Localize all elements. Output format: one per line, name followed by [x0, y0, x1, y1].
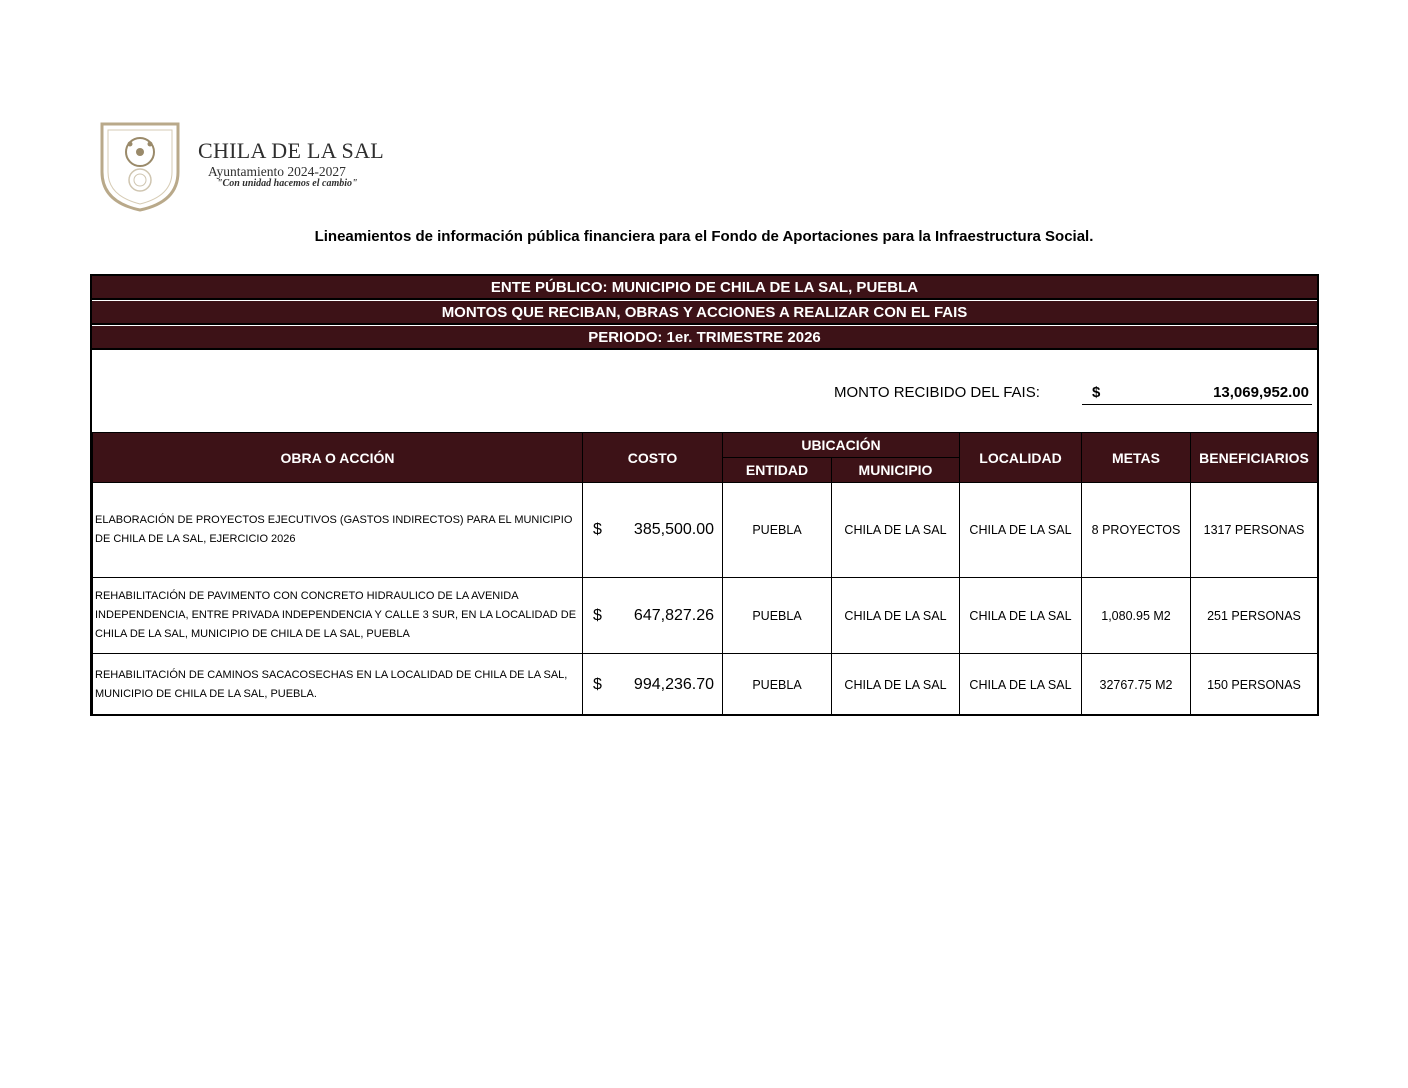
header-costo: COSTO: [583, 433, 723, 483]
fais-report-frame: [90, 274, 1319, 716]
cell-costo: [583, 654, 723, 716]
table-row: [93, 578, 1318, 654]
table-row: [93, 654, 1318, 716]
cell-obra: ELABORACIÓN DE PROYECTOS EJECUTIVOS (GASTOS INDIRECTOS) PARA EL MUNICIPIO DE CHILA DE LA SAL, EJERCICIO 2026: [93, 483, 583, 578]
cell-metas: 32767.75 M2: [1082, 654, 1191, 716]
header-metas: METAS: [1082, 433, 1191, 483]
cell-entidad: PUEBLA: [723, 483, 832, 578]
municipality-logo: [100, 122, 400, 214]
cost-amount: 647,827.26: [633, 606, 714, 624]
cost-amount: 994,236.70: [633, 675, 714, 693]
cell-localidad: CHILA DE LA SAL: [960, 578, 1082, 654]
document-title: Lineamientos de información pública financiera para el Fondo de Aportaciones para la Infraestructura Social.: [314, 228, 1094, 245]
cell-localidad: CHILA DE LA SAL: [960, 483, 1082, 578]
monto-label: MONTO RECIBIDO DEL FAIS:: [834, 384, 1040, 401]
cell-obra: REHABILITACIÓN DE CAMINOS SACACOSECHAS EN LA LOCALIDAD DE CHILA DE LA SAL, MUNICIPIO DE CHILA DE LA SAL, PUEBLA.: [93, 654, 583, 716]
header-obra: OBRA O ACCIÓN: [93, 433, 583, 483]
logo-slogan: "Con unidad hacemos el cambio": [217, 178, 358, 189]
logo-subtitle: Ayuntamiento 2024-2027: [208, 164, 346, 179]
cost-currency: $: [593, 521, 602, 538]
cell-beneficiarios: 150 PERSONAS: [1191, 654, 1318, 716]
band-montos: MONTOS QUE RECIBAN, OBRAS Y ACCIONES A REALIZAR CON EL FAIS: [92, 301, 1317, 325]
monto-value: 13,069,952.00: [1213, 384, 1309, 401]
shield-emblem-icon: [100, 122, 180, 212]
logo-name: CHILA DE LA SAL: [198, 138, 384, 163]
table-row: [93, 483, 1318, 578]
header-municipio: MUNICIPIO: [832, 458, 960, 483]
cost-currency: $: [593, 675, 602, 693]
header-localidad: LOCALIDAD: [960, 433, 1082, 483]
cell-localidad: CHILA DE LA SAL: [960, 654, 1082, 716]
header-beneficiarios: BENEFICIARIOS: [1191, 433, 1318, 483]
cell-entidad: PUEBLA: [723, 578, 832, 654]
monto-currency: $: [1092, 384, 1101, 401]
cell-beneficiarios: 251 PERSONAS: [1191, 578, 1318, 654]
cell-municipio: CHILA DE LA SAL: [832, 578, 960, 654]
cell-entidad: PUEBLA: [723, 654, 832, 716]
cell-metas: 1,080.95 M2: [1082, 578, 1191, 654]
cost-currency: $: [593, 606, 602, 624]
header-entidad: ENTIDAD: [723, 458, 832, 483]
cell-costo: [583, 578, 723, 654]
cost-amount: 385,500.00: [633, 521, 714, 538]
obras-table: [92, 432, 1318, 716]
cell-municipio: CHILA DE LA SAL: [832, 654, 960, 716]
header-ubicacion: UBICACIÓN: [723, 433, 960, 458]
cell-municipio: CHILA DE LA SAL: [832, 483, 960, 578]
band-ente-publico: ENTE PÚBLICO: MUNICIPIO DE CHILA DE LA SAL, PUEBLA: [92, 276, 1317, 300]
cell-costo: [583, 483, 723, 578]
band-periodo: PERIODO: 1er. TRIMESTRE 2026: [92, 326, 1317, 350]
monto-underline: [1082, 404, 1312, 405]
cell-obra: REHABILITACIÓN DE PAVIMENTO CON CONCRETO HIDRAULICO DE LA AVENIDA INDEPENDENCIA, ENTRE PRIVADA INDEPENDENCIA Y CALLE 3 SUR, EN LA LOCALIDAD DE CHILA DE LA SAL, MUNICIPIO DE CHILA DE LA SAL, PUEBLA: [93, 578, 583, 654]
cell-beneficiarios: 1317 PERSONAS: [1191, 483, 1318, 578]
cell-metas: 8 PROYECTOS: [1082, 483, 1191, 578]
